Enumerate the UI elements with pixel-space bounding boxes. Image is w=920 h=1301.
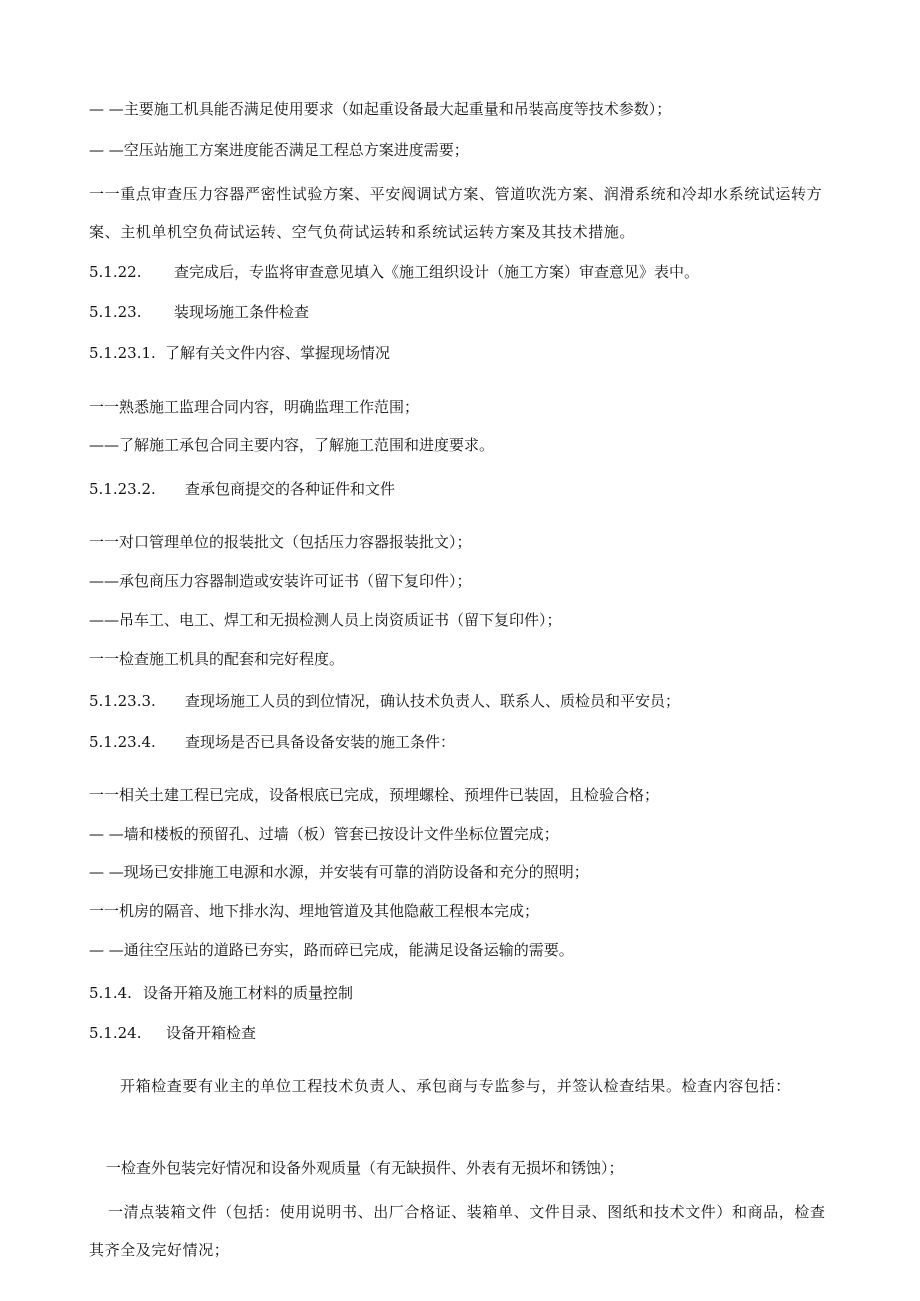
list-item: ——了解施工承包合同主要内容，了解施工范围和进度要求。 <box>89 436 495 454</box>
list-item: 一一对口管理单位的报装批文（包括压力容器报装批文）； <box>89 533 472 551</box>
list-item: ——承包商压力容器制造或安装许可证书（留下复印件）； <box>89 572 472 590</box>
check-item-schedule: — —空压站施工方案进度能否满足工程总方案进度需要； <box>89 141 469 159</box>
section-number: 5.1.24. <box>89 1024 142 1042</box>
section-number: 5.1.23.2. <box>89 480 156 498</box>
list-item: 一一熟悉施工监理合同内容，明确监理工作范围； <box>89 398 420 416</box>
section-number: 5.1.23.3. <box>89 692 156 710</box>
check-item-key-review: 一一重点审查压力容器严密性试验方案、平安阀调试方案、管道吹洗方案、润滑系统和冷却水系统试运转方案、主机单机空负荷试运转、空气负荷试运转和系统试运转方案及其技术措施。 <box>89 185 823 241</box>
list-item: — —通往空压站的道路已夯实，路而碎已完成，能满足设备运输的需要。 <box>89 941 574 959</box>
list-item: 一清点装箱文件（包括：使用说明书、出厂合格证、装箱单、文件目录、图纸和技术文件）和商品，检查其齐全及完好情况； <box>89 1203 826 1259</box>
section-5-1-23-1: 5.1.23.1. 了解有关文件内容、掌握现场情况 <box>89 344 391 362</box>
list-item: 一一机房的隔音、地下排水沟、埋地管道及其他隐蔽工程根本完成； <box>89 902 540 920</box>
section-5-1-23: 5.1.23. 装现场施工条件检查 <box>89 303 310 321</box>
paragraph-unboxing-intro: 开箱检查要有业主的单位工程技术负责人、承包商与专监参与，并签认检查结果。检查内容包括： <box>120 1077 791 1095</box>
section-number: 5.1.23. <box>89 303 142 321</box>
section-5-1-23-2: 5.1.23.2. 查承包商提交的各种证件和文件 <box>89 480 396 498</box>
section-5-1-4: 5.1.4. 设备开箱及施工材料的质量控制 <box>89 984 354 1002</box>
section-number: 5.1.23.4. <box>89 733 156 751</box>
list-item: 一一相关土建工程已完成，设备根底已完成，预埋螺栓、预埋件已装固，且检验合格； <box>89 786 660 804</box>
section-number: 5.1.4. <box>89 984 132 1002</box>
list-item: — —现场已安排施工电源和水源，并安装有可靠的消防设备和充分的照明； <box>89 863 589 881</box>
list-item: 一一检查施工机具的配套和完好程度。 <box>89 650 345 668</box>
section-number: 5.1.23.1. <box>89 344 156 362</box>
list-item: ——吊车工、电工、焊工和无损检测人员上岗资质证书（留下复印件）； <box>89 611 562 629</box>
section-5-1-23-4: 5.1.23.4. 查现场是否已具备设备安装的施工条件： <box>89 733 456 751</box>
section-5-1-24: 5.1.24. 设备开箱检查 <box>89 1024 257 1042</box>
section-5-1-22: 5.1.22. 查完成后，专监将审查意见填入《施工组织设计（施工方案）审查意见》表中。 <box>89 263 700 281</box>
section-number: 5.1.22. <box>89 263 142 281</box>
section-5-1-23-3: 5.1.23.3. 查现场施工人员的到位情况，确认技术负责人、联系人、质检员和平安员； <box>89 692 681 710</box>
list-item: — —墙和楼板的预留孔、过墙（板）管套已按设计文件坐标位置完成； <box>89 825 559 843</box>
list-item: 一检查外包装完好情况和设备外观质量（有无缺损件、外表有无损坏和锈蚀）； <box>106 1159 624 1177</box>
check-item-machinery: — —主要施工机具能否满足使用要求（如起重设备最大起重量和吊装高度等技术参数）； <box>89 100 672 118</box>
